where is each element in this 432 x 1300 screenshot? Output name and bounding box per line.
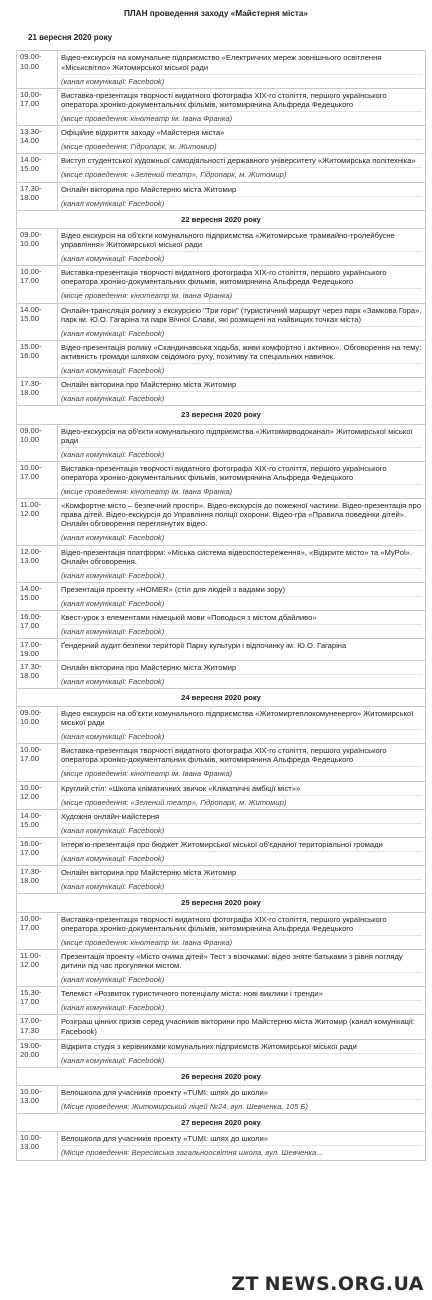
event-start-time: 11.00- [20,500,41,510]
event-row [17,611,426,639]
event-end-time: 20.00 [20,1049,40,1059]
event-start-time: 12.00- [20,546,42,556]
event-row [17,809,426,837]
event-details [58,660,426,688]
schedule-body [17,51,426,1160]
event-venue: (канал комунікації: Facebook) [61,363,422,376]
event-start-time: 10.00- [20,1086,42,1096]
event-venue: (канал комунікації: Facebook) [61,624,422,637]
event-details [58,611,426,639]
event-end-time: 12.00 [20,959,40,969]
event-time [17,1132,58,1160]
day-heading-row [17,1067,426,1085]
event-row [17,912,426,949]
day-heading: 27 вересня 2020 року [17,1114,426,1132]
event-time [17,228,58,265]
event-start-time: 11.00- [20,950,41,960]
event-details [58,706,426,743]
event-start-time: 17.00- [20,640,42,650]
event-row [17,499,426,545]
event-details [58,781,426,809]
event-row [17,303,426,340]
event-details [58,266,426,303]
event-row [17,1015,426,1039]
event-start-time: 17.30- [20,379,42,389]
event-details [58,499,426,545]
event-venue: (канал комунікації: Facebook) [61,530,422,543]
event-description: Відкрита студія з керівниками комунальних підприємств Житомирської міської ради [61,1041,357,1051]
event-description: Виставка-презентація творчості видатного фотографа ХІХ-го століття, першого українського оператора хроніко-документальних фільмів, житомирянина Альфреда Федецького [61,463,387,482]
event-details [58,378,426,406]
event-end-time: 15.00 [20,313,40,323]
event-details [58,88,426,125]
event-end-time: 18.00 [20,192,40,202]
event-start-time: 19.00- [20,1040,42,1050]
event-time [17,378,58,406]
event-row [17,545,426,582]
event-venue: (місце проведення: кінотеатр ім. Івана Франка) [61,766,422,779]
event-time [17,582,58,610]
event-row [17,866,426,894]
event-end-time: 17.00 [20,98,40,108]
event-end-time: 13.00 [20,555,40,565]
event-venue: (місце проведення: кінотеатр ім. Івана Франка) [61,484,422,497]
event-row [17,744,426,781]
event-description: Велошкола для учасників проекту «TUMI: шлях до школи» [61,1087,268,1097]
event-description: Круглий стіл: «Школа кліматичних звичок «Кліматичні амбіції міст»» [61,783,301,793]
event-venue: (місце проведення: Гідропарк, м. Житомир) [61,139,422,152]
event-time [17,340,58,377]
event-description: Інтерв'ю-презентація про бюджет Житомирської міської об'єднаної територіальної громади [61,840,383,849]
event-description: «Комфортне місто – безпечний простір». Відео-екскурсія до пожежної частини. Відео-презентація про права дітей. Відео-екскурсія до Управління поліції охорони. Відео-гра «Правила поведінки дітей». Онлайн обговорення переглянутих відео. [61,501,421,529]
event-description: Онлайн вікторина про Майстерню міста Житомир [61,868,237,878]
event-description: Телеміст «Розвиток туристичного потенціалу міста: нові виклики і тренди» [61,989,323,999]
event-description: Розіграш цінних призів серед учасників вікторини про Майстерню міста Житомир (канал комунікації: Facebook) [61,1017,415,1036]
event-description: Офіційне відкриття заходу «Майстерня міста» [61,128,225,138]
event-row [17,182,426,210]
event-venue: (канал комунікації: Facebook) [61,823,422,836]
event-description: Презентація проекту «Місто очима дітей» Тест з візочками: відео зняте батьками з рівня погляду дитини під час прогулянки містом. [61,951,403,970]
event-start-time: 14.00- [20,583,42,593]
event-details [58,987,426,1015]
event-time [17,838,58,866]
event-start-time: 15.00- [20,341,42,351]
event-start-time: 17.00- [20,1016,42,1026]
day-heading: 26 вересня 2020 року [17,1067,426,1085]
event-start-time: 14.00- [20,810,42,820]
event-time [17,912,58,949]
event-end-time: 17.00 [20,754,40,764]
event-time [17,639,58,660]
event-time [17,809,58,837]
event-venue: (канал комунікації: Facebook) [61,251,422,264]
event-end-time: 17.30 [20,1025,40,1035]
event-start-time: 09.00- [20,229,42,239]
event-start-time: 17.30- [20,661,42,671]
event-start-time: 14.00- [20,155,42,165]
event-row [17,424,426,461]
event-details [58,866,426,894]
event-row [17,949,426,986]
event-time [17,499,58,545]
event-time [17,706,58,743]
event-venue: (канал комунікації: Facebook) [61,674,422,687]
day-heading-row [17,406,426,424]
watermark-left: ZT [231,1273,257,1296]
event-venue: (місце проведення: кінотеатр ім. Івана Франка) [61,288,422,301]
event-description: Відео-презентація ролику «Скандинавська ходьба, живи комфортно і активно». Обговорення на тему: активність громади шляхом свідомого руху, позитиву та спеціальних навичок. [61,342,422,361]
event-row [17,838,426,866]
event-details [58,126,426,154]
event-time [17,660,58,688]
event-end-time: 10.00 [20,61,40,71]
event-venue: (канал комунікації: Facebook) [61,391,422,404]
event-row [17,781,426,809]
event-time [17,949,58,986]
event-start-time: 16.00- [20,612,42,622]
event-end-time: 12.00 [20,509,40,519]
event-end-time: 17.00 [20,997,40,1007]
day-heading: 22 вересня 2020 року [17,210,426,228]
event-end-time: 19.00 [20,649,40,659]
event-row [17,660,426,688]
event-row [17,1132,426,1160]
event-row [17,51,426,88]
event-time [17,303,58,340]
event-end-time: 10.00 [20,434,40,444]
event-description: Велошкола для учасників проекту «TUMI: шлях до школи» [61,1134,268,1144]
event-description: Ґендерний аудит безпеки території Парку культури і відпочинку ім. Ю.О. Гагаріна [61,641,347,651]
event-start-time: 10.00- [20,267,42,277]
event-description: Відео екскурсія на об'єкти комунального підприємства «Житомирське трамвайно-тролейбусне управління» Житомирської міської ради [61,230,395,249]
event-details [58,424,426,461]
event-details [58,639,426,660]
event-end-time: 18.00 [20,388,40,398]
event-details [58,838,426,866]
event-venue: (місце проведення: кінотеатр ім. Івана Франка) [61,935,422,948]
event-row [17,582,426,610]
event-end-time: 15.00 [20,819,40,829]
event-start-time: 13.30- [20,127,42,137]
event-venue: (місце проведення: «Зелений театр», Гідропарк, м. Житомир) [61,795,422,808]
event-row [17,1085,426,1113]
event-details [58,228,426,265]
event-venue: (канал комунікації: Facebook) [61,74,422,87]
event-details [58,582,426,610]
day-heading-row [17,210,426,228]
event-start-time: 16.00- [20,839,42,848]
event-details [58,303,426,340]
document-title: ПЛАН проведення заходу «Майстерня міста» [124,9,308,18]
event-end-time: 10.00 [20,238,40,248]
event-end-time: 17.00 [20,276,40,286]
event-time [17,266,58,303]
event-start-time: 09.00- [20,52,42,62]
event-end-time: 14.00 [20,136,40,146]
event-venue: (канал комунікації: Facebook) [61,326,422,339]
event-description: Виставка-презентація творчості видатного фотографа ХІХ-го століття, першого українського оператора хроніко-документальних фільмів, житомирянина Альфреда Федецького [61,914,387,933]
event-details [58,51,426,88]
event-end-time: 18.00 [20,876,40,886]
event-end-time: 17.00 [20,621,40,631]
event-row [17,706,426,743]
event-row [17,378,426,406]
event-start-time: 09.00- [20,425,42,435]
event-time [17,545,58,582]
event-time [17,154,58,182]
event-details [58,340,426,377]
event-time [17,744,58,781]
event-time [17,987,58,1015]
event-end-time: 15.00 [20,593,40,603]
watermark-right: NEWS.ORG.UA [264,1273,424,1296]
event-row [17,461,426,498]
event-venue: (канал комунікації: Facebook) [61,1000,422,1013]
day-heading-row [17,1114,426,1132]
event-row [17,639,426,660]
event-row [17,340,426,377]
event-end-time: 16.00 [20,350,40,360]
event-description: Виступ студентської художньої самодіяльності державного університету «Житомирська політехніка» [61,156,416,166]
day-heading: 25 вересня 2020 року [17,894,426,912]
event-details [58,182,426,210]
event-start-time: 10.00- [20,89,42,99]
event-venue: (канал комунікації: Facebook) [61,879,422,892]
event-start-time: 15.30- [20,988,42,998]
event-time [17,182,58,210]
day-heading-row [17,688,426,706]
event-end-time: 10.00 [20,717,40,727]
event-description: Художня онлайн-майстерня [61,811,160,821]
event-description: Виставка-презентація творчості видатного фотографа ХІХ-го століття, першого українського оператора хроніко-документальних фільмів, житомирянина Альфреда Федецького [61,746,387,765]
schedule-table [16,50,426,1160]
event-row [17,1039,426,1067]
event-end-time: 13.00 [20,1142,40,1152]
event-row [17,126,426,154]
event-start-time: 10.00- [20,782,42,792]
event-description: Виставка-презентація творчості видатного фотографа ХІХ-го століття, першого українського оператора хроніко-документальних фільмів, житомирянина Альфреда Федецького [61,90,387,109]
event-start-time: 14.00- [20,304,42,314]
event-details [58,949,426,986]
event-time [17,51,58,88]
event-end-time: 17.00 [20,471,40,481]
event-time [17,424,58,461]
event-description: Онлайн вікторина про Майстерню міста Житомир [61,380,237,390]
site-watermark: ZT-NEWS.ORG.UA [231,1273,424,1296]
event-venue: (Місце проведення: Житомирський ліцей №24, вул. Шевченка, 105 Б) [61,1099,422,1112]
event-details [58,545,426,582]
event-details [58,912,426,949]
event-time [17,126,58,154]
event-time [17,461,58,498]
event-details [58,1085,426,1113]
event-description: Відео-презентація платформ: «Міська система відеоспостереження», «Відкрите місто» та «MyPol». Онлайн обговорення. [61,547,412,566]
event-venue: (канал комунікації: Facebook) [61,447,422,460]
event-end-time: 18.00 [20,670,40,680]
event-row [17,88,426,125]
event-start-time: 10.00- [20,1133,42,1143]
event-time [17,866,58,894]
event-time [17,1015,58,1039]
event-venue: (місце проведення: «Зелений театр», Гідропарк, м. Житомир) [61,167,422,180]
event-description: Онлайн вікторина про Майстерню міста Житомир [61,184,237,194]
event-end-time: 17.00 [20,922,40,932]
event-details [58,744,426,781]
event-venue: (місце проведення: кінотеатр ім. Івана Франка) [61,111,422,124]
event-description: Квест-урок з елементами німецькій мови «Поводься з містом дбайливо» [61,613,317,623]
event-venue: (канал комунікації: Facebook) [61,596,422,609]
event-end-time: 15.00 [20,164,40,174]
event-description: Онлайн вікторина про Майстерню міста Житомир [61,662,237,672]
day-heading: 24 вересня 2020 року [17,688,426,706]
day-heading-first: 21 вересня 2020 року [28,32,113,42]
event-venue: (канал комунікації: Facebook) [61,196,422,209]
event-time [17,611,58,639]
event-details [58,809,426,837]
event-end-time: 13.00 [20,1096,40,1106]
event-details [58,1132,426,1160]
event-start-time: 10.00- [20,462,42,472]
event-description: Виставка-презентація творчості видатного фотографа ХІХ-го століття, першого українського оператора хроніко-документальних фільмів, житомирянина Альфреда Федецького [61,268,387,287]
event-row [17,154,426,182]
event-end-time: 12.00 [20,791,40,801]
event-description: Презентація проекту «HOMER» (стіл для людей з вадами зору) [61,584,286,594]
event-details [58,461,426,498]
event-time [17,1039,58,1067]
event-venue: (канал комунікації: Facebook) [61,1053,422,1066]
event-description: Відео-екскурсія на об'єкти комунального підприємства «Житомирводоканал» Житомирської міської ради [61,426,413,445]
day-heading: 23 вересня 2020 року [17,406,426,424]
event-venue: (канал комунікації: Facebook) [61,972,422,985]
event-row [17,987,426,1015]
event-description: Онлайн-трансляція ролику з екскурсією "Три гори" (туристичний маршрут через парк «Замкова Гора», парк ім. Ю.О. Гагаріна та парк Вічної Слави, які розміщені на найвищих точках міста) [61,305,422,324]
event-start-time: 17.30- [20,867,42,877]
event-end-time: 17.00 [20,848,40,858]
event-description: Відео екскурсія на об'єкти комунального підприємства «Житомиртеплокомуненерго» Житомирської міської ради [61,708,414,728]
event-details [58,1015,426,1039]
event-start-time: 10.00- [20,745,42,755]
event-venue: (канал комунікації: Facebook) [61,729,422,742]
event-time [17,781,58,809]
event-start-time: 09.00- [20,707,42,717]
event-start-time: 17.30- [20,183,42,193]
event-details [58,1039,426,1067]
event-time [17,1085,58,1113]
event-row [17,228,426,265]
day-heading-row [17,894,426,912]
event-venue: (канал комунікації: Facebook) [61,851,422,864]
event-venue: (Місце проведення: Вересівська загальноосвітня школа, вул. Шевченка... [61,1145,422,1158]
event-description: Відео-екскурсія на комунальне підприємство «Електричних мереж зовнішнього освітлення «Міськсвітло» Житомирської міської ради [61,53,382,72]
event-row [17,266,426,303]
event-venue: (канал комунікації: Facebook) [61,568,422,581]
event-time [17,88,58,125]
event-start-time: 10.00- [20,913,42,923]
event-details [58,154,426,182]
